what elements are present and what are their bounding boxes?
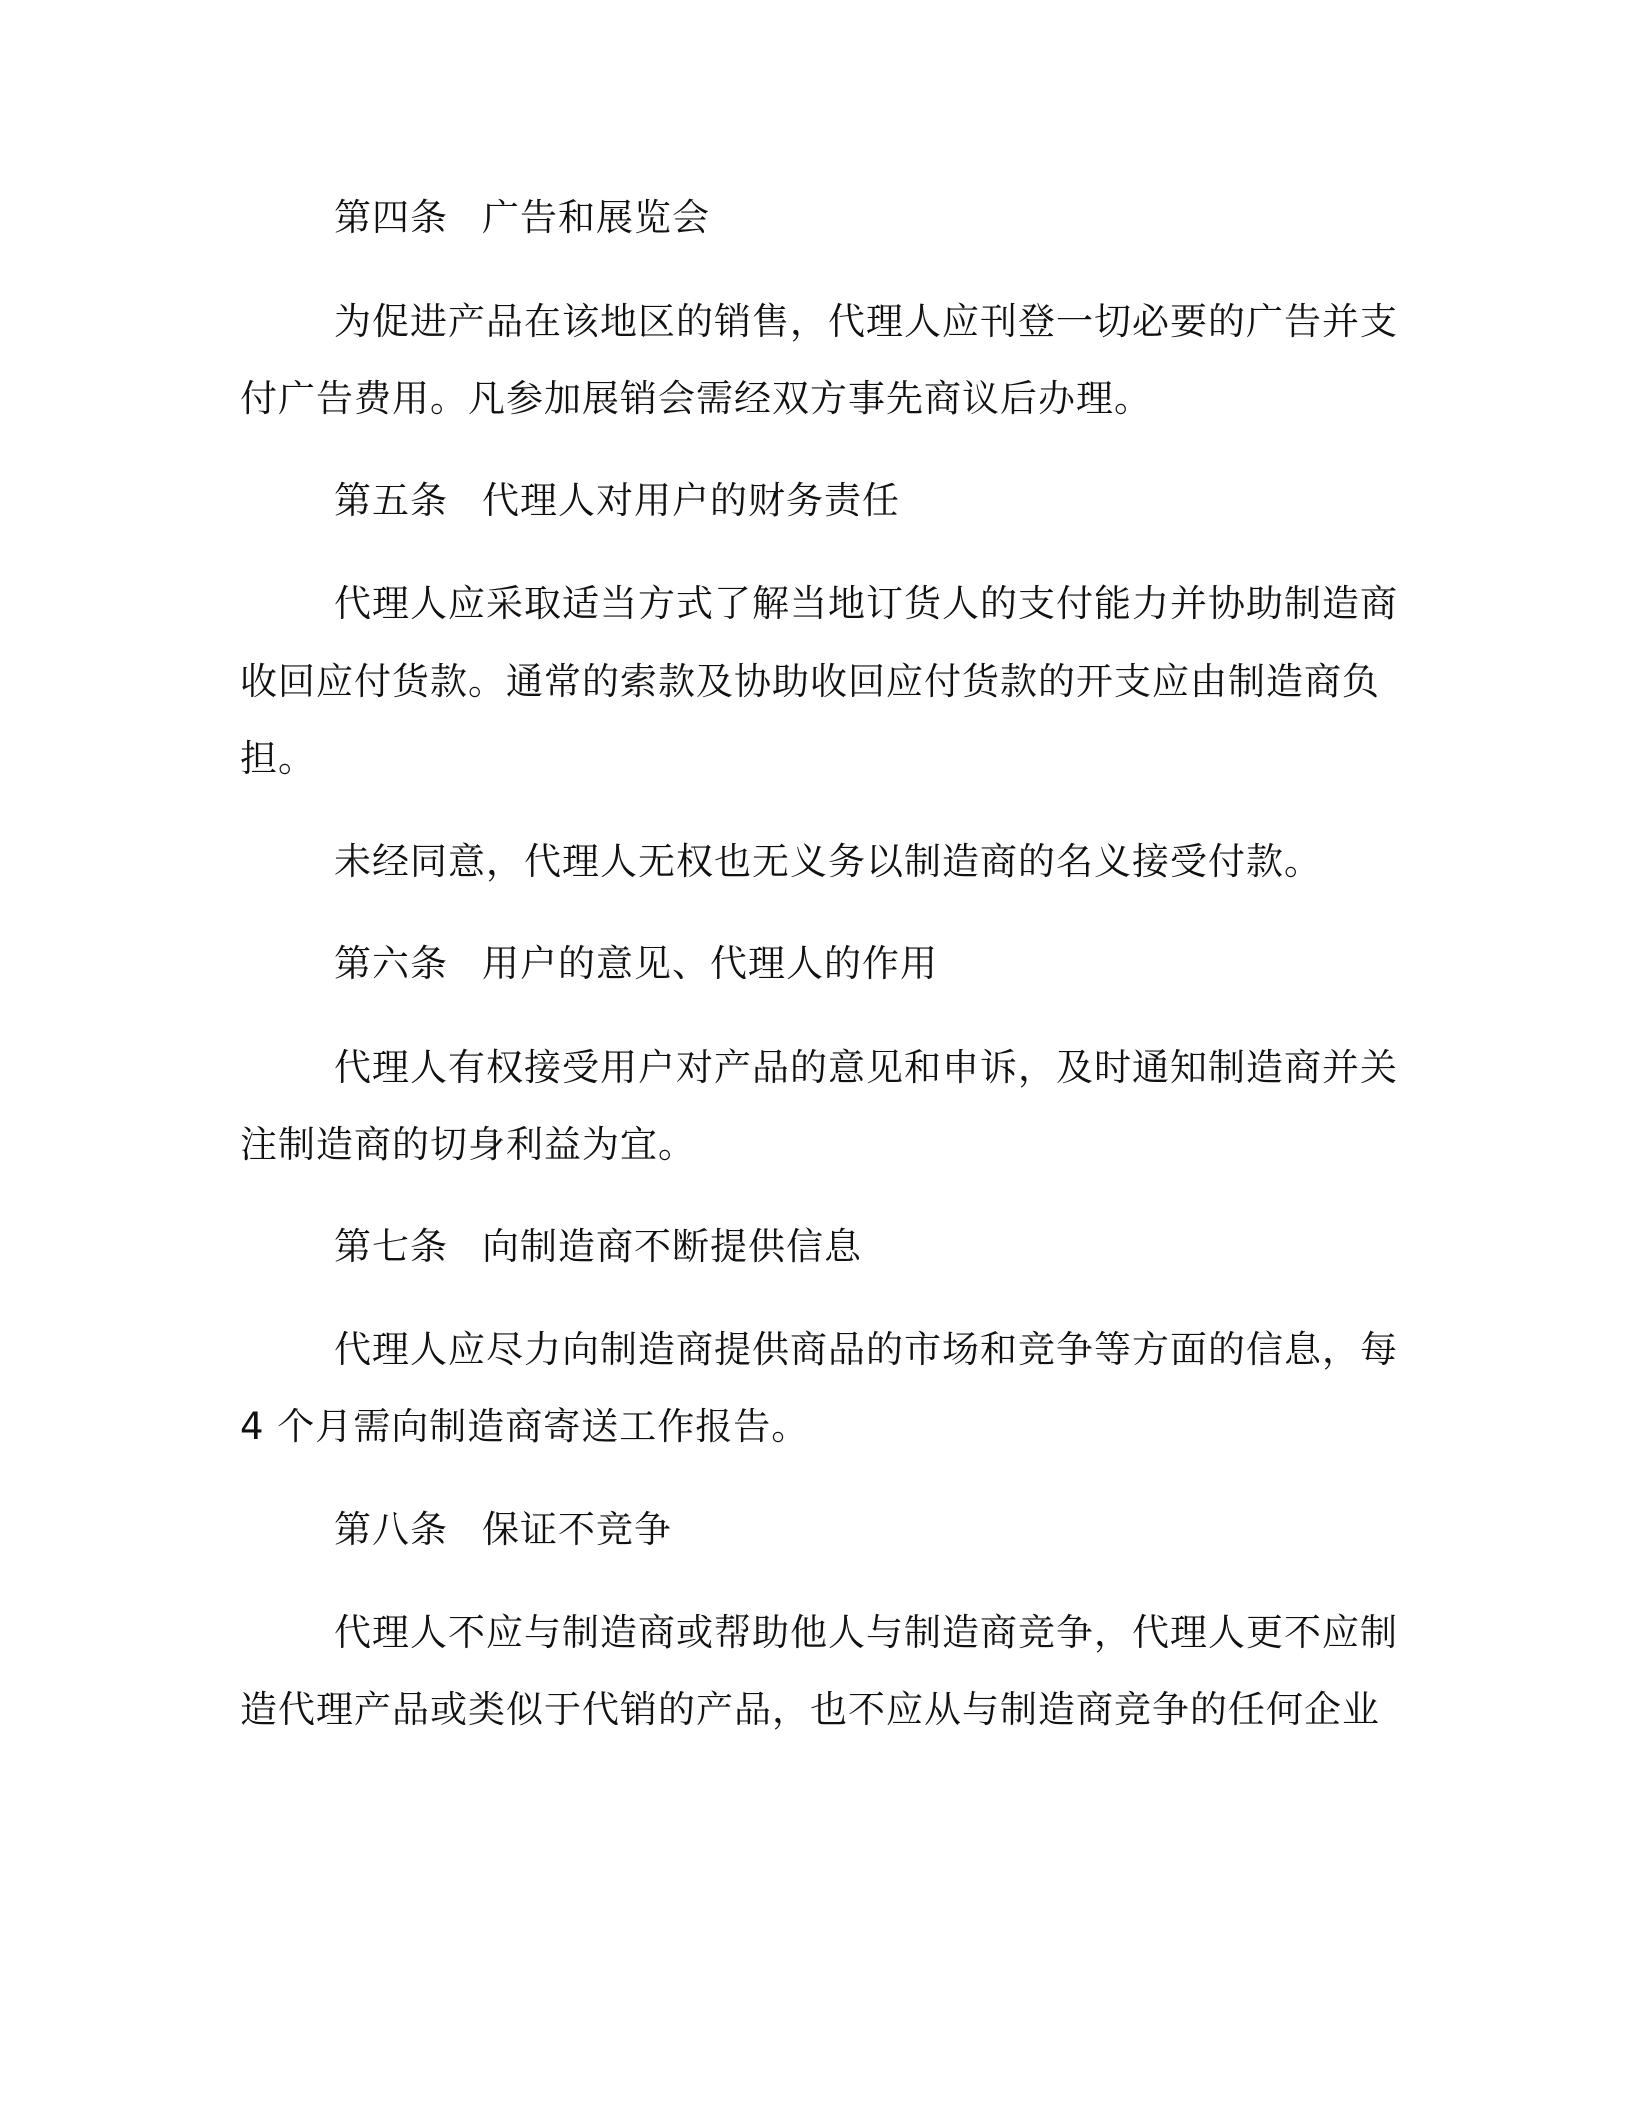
article-title: 向制造商不断提供信息 bbox=[482, 1225, 862, 1268]
article-7-paragraph-line: 代理人应尽力向制造商提供商品的市场和竞争等方面的信息，每 bbox=[334, 1328, 1398, 1371]
article-5-paragraph-line: 收回应付货款。通常的索款及协助收回应付货款的开支应由制造商负 bbox=[240, 660, 1380, 703]
article-title: 广告和展览会 bbox=[482, 196, 710, 239]
article-4-paragraph-line: 付广告费用。凡参加展销会需经双方事先商议后办理。 bbox=[240, 377, 1152, 420]
article-7-heading bbox=[334, 1221, 1420, 1273]
article-number: 第七条 bbox=[334, 1225, 448, 1268]
article-6-heading bbox=[334, 938, 1420, 990]
article-number: 第五条 bbox=[334, 479, 448, 522]
article-8-paragraph-line: 代理人不应与制造商或帮助他人与制造商竞争，代理人更不应制 bbox=[334, 1611, 1398, 1654]
article-6-paragraph-line: 注制造商的切身利益为宜。 bbox=[240, 1123, 696, 1166]
article-number: 第八条 bbox=[334, 1508, 448, 1551]
article-5-paragraph-2: 未经同意，代理人无权也无义务以制造商的名义接受付款。 bbox=[334, 840, 1322, 883]
article-title: 保证不竞争 bbox=[482, 1508, 672, 1551]
article-7-paragraph-line: 4 个月需向制造商寄送工作报告。 bbox=[240, 1405, 810, 1448]
article-6-paragraph-line: 代理人有权接受用户对产品的意见和申诉，及时通知制造商并关 bbox=[334, 1046, 1398, 1089]
article-5-heading bbox=[334, 475, 1420, 527]
article-title: 代理人对用户的财务责任 bbox=[482, 479, 900, 522]
article-8-heading bbox=[334, 1504, 1420, 1556]
article-8-paragraph-line: 造代理产品或类似于代销的产品，也不应从与制造商竞争的任何企业 bbox=[240, 1688, 1380, 1731]
article-5-paragraph-line: 代理人应采取适当方式了解当地订货人的支付能力并协助制造商 bbox=[334, 582, 1398, 625]
article-number: 第四条 bbox=[334, 196, 448, 239]
article-4-heading bbox=[334, 192, 1420, 244]
article-4-paragraph-line: 为促进产品在该地区的销售，代理人应刊登一切必要的广告并支 bbox=[334, 300, 1398, 343]
article-title: 用户的意见、代理人的作用 bbox=[482, 942, 938, 985]
article-number: 第六条 bbox=[334, 942, 448, 985]
article-5-paragraph-line: 担。 bbox=[240, 737, 316, 780]
